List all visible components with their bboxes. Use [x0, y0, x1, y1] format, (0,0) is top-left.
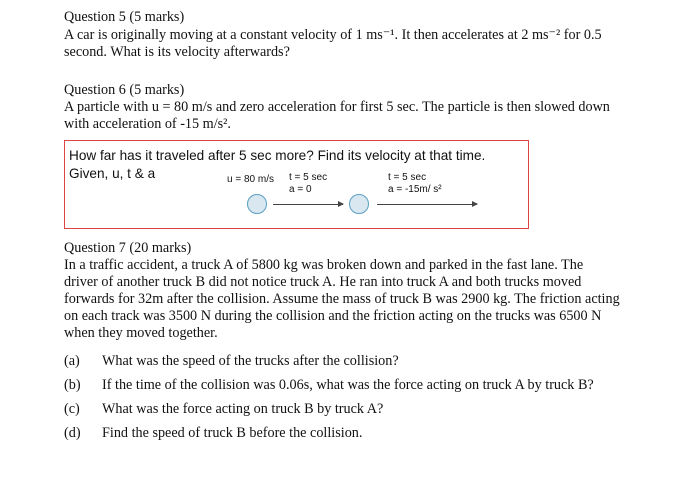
q7-item-label: (b): [64, 377, 81, 393]
arrow-right-icon: [273, 204, 343, 205]
q7-item-label: (d): [64, 425, 81, 441]
a2-label: a = -15m/ s²: [388, 184, 442, 195]
q7-text-line-2: driver of another truck B did not notice truck A. He ran into truck A and both trucks moved: [64, 274, 582, 290]
q7-item-text: What was the speed of the trucks after the collision?: [102, 353, 399, 369]
q6-text-line-2: with acceleration of -15 m/s².: [64, 116, 231, 132]
t2-label: t = 5 sec: [388, 172, 427, 183]
arrow-right-icon: [377, 204, 477, 205]
t1-label: t = 5 sec: [289, 172, 328, 183]
q7-item-text: If the time of the collision was 0.06s, what was the force acting on truck A by truck B?: [102, 377, 594, 393]
q5-text-line-2: second. What is its velocity afterwards?: [64, 44, 290, 60]
q7-item-text: What was the force acting on truck B by truck A?: [102, 401, 384, 417]
q7-text-line-5: when they moved together.: [64, 325, 218, 341]
q7-text-line-1: In a traffic accident, a truck A of 5800 kg was broken down and parked in the fast lane. The: [64, 257, 584, 273]
q7-text-line-3: forwards for 32m after the collision. Assume the mass of truck B was 2900 kg. The friction acting: [64, 291, 620, 307]
q6-figure-box: [64, 140, 529, 229]
q7-text-line-4: on each track was 3500 N during the collision and the friction acting on the trucks was 6500 N: [64, 308, 602, 324]
particle-start-circle: [247, 194, 267, 214]
q7-item-text: Find the speed of truck B before the collision.: [102, 425, 363, 441]
q6-text-line-1: A particle with u = 80 m/s and zero acceleration for first 5 sec. The particle is then slowed down: [64, 99, 610, 115]
q6-box-given: Given, u, t & a: [69, 166, 156, 181]
q5-title: Question 5 (5 marks): [64, 9, 185, 25]
q5-text-line-1: A car is originally moving at a constant velocity of 1 ms⁻¹. It then accelerates at 2 ms⁻² for 0.5: [64, 27, 602, 43]
u-label: u = 80 m/s: [227, 174, 274, 185]
a1-label: a = 0: [289, 184, 312, 195]
q7-title: Question 7 (20 marks): [64, 240, 192, 256]
q7-item-label: (a): [64, 353, 80, 369]
q7-item-label: (c): [64, 401, 80, 417]
particle-mid-circle: [349, 194, 369, 214]
q6-title: Question 6 (5 marks): [64, 82, 185, 98]
q6-box-question: How far has it traveled after 5 sec more? Find its velocity at that time.: [69, 148, 486, 163]
